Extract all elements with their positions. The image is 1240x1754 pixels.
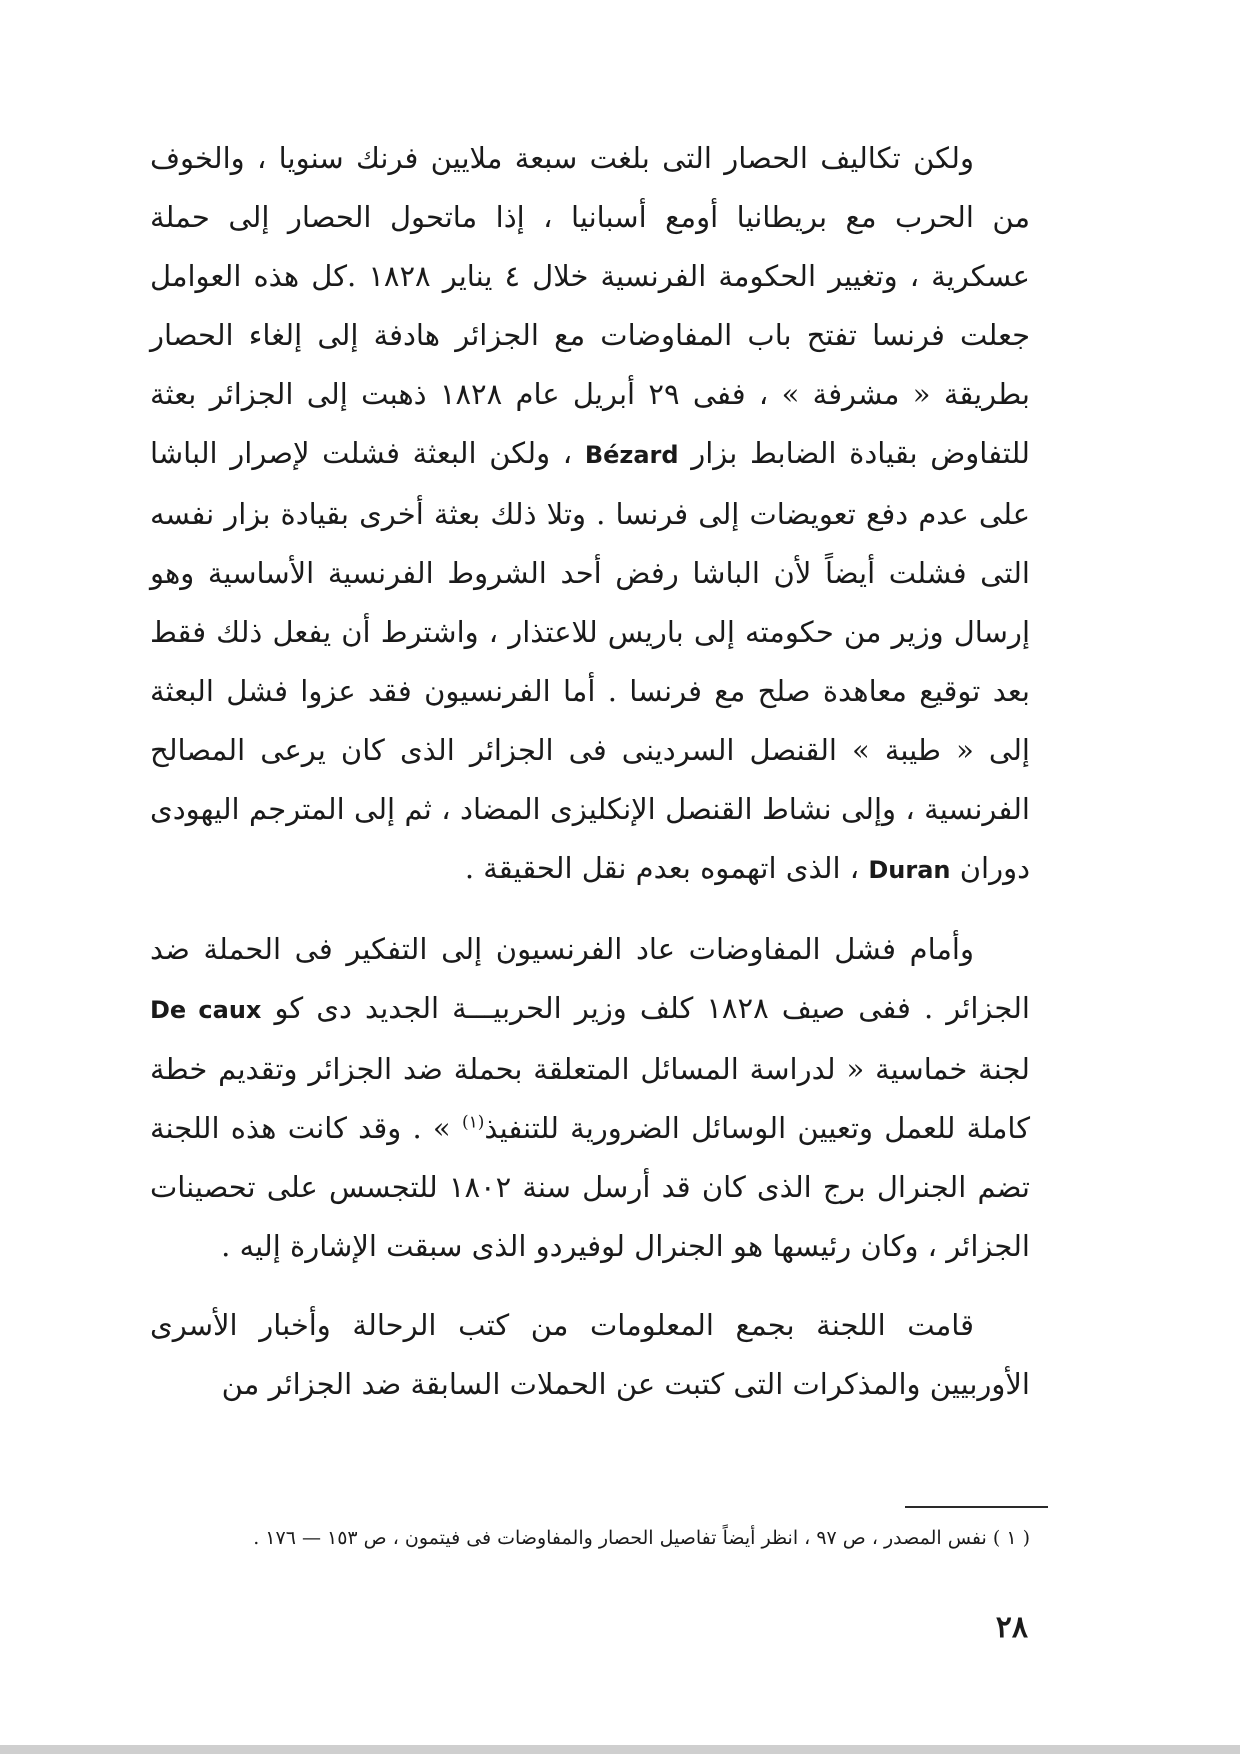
- latin-name-de-caux: De caux: [150, 996, 262, 1024]
- footnote-reference: (١): [461, 1112, 485, 1133]
- paragraph-2-text-2: لجنة خماسية « لدراسة المسائل المتعلقة بحملة ضد الجزائر وتقديم خطة كاملة للعمل وتعيين الوسائل الضرورية للتنفيذ: [150, 1052, 1030, 1145]
- paragraph-2-text-1: وأمام فشل المفاوضات عاد الفرنسيون إلى التفكير فى الحملة ضد الجزائر . ففى صيف ١٨٢٨ كلف وزير الحربيـــة الجديد دى كو: [150, 932, 1030, 1025]
- paragraph-2: [150, 920, 1030, 1276]
- latin-name-duran: Duran: [868, 856, 951, 884]
- paragraph-3-text-1: قامت اللجنة بجمع المعلومات من كتب الرحالة وأخبار الأسرى الأوربيين والمذكرات التى كتبت عن الحملات السابقة ضد الجزائر من: [150, 1308, 1030, 1401]
- paragraph-1: [150, 129, 1030, 900]
- footnote-divider: [905, 1506, 1048, 1508]
- footnote: ( ١ ) نفس المصدر ، ص ٩٧ ، انظر أيضاً تفاصيل الحصار والمفاوضات فى فيتمون ، ص ١٥٣ — ١٧٦ .: [253, 1527, 1030, 1549]
- page-number: ٢٨: [995, 1610, 1028, 1645]
- latin-name-bezard: Bézard: [584, 441, 679, 469]
- paragraph-3: [150, 1296, 1030, 1414]
- page-bottom-border: [0, 1745, 1240, 1754]
- paragraph-2-text-3: » . وقد كانت هذه اللجنة تضم الجنرال برج الذى كان قد أرسل سنة ١٨٠٢ للتجسس على تحصينات الجزائر ، وكان رئيسها هو الجنرال لوفيردو الذى سبقت الإشارة إليه .: [150, 1111, 1030, 1263]
- body-text: [150, 129, 1030, 1414]
- paragraph-1-text-3: ، الذى اتهموه بعدم نقل الحقيقة .: [464, 851, 869, 885]
- paragraph-1-text-1: ولكن تكاليف الحصار التى بلغت سبعة ملايين فرنك سنويا ، والخوف من الحرب مع بريطانيا أومع أسبانيا ، إذا ماتحول الحصار إلى حملة عسكرية ، وتغيير الحكومة الفرنسية خلال ٤ يناير ١٨٢٨ .كل هذه العوامل جعلت فرنسا تفتح باب المفاوضات مع الجزائر هادفة إلى إلغاء الحصار بطريقة « مشرفة » ، ففى ٢٩ أبريل عام ١٨٢٨ ذهبت إلى الجزائر بعثة للتفاوض بقيادة الضابط بزار: [150, 141, 1030, 470]
- paragraph-1-text-2: ، ولكن البعثة فشلت لإصرار الباشا على عدم دفع تعويضات إلى فرنسا . وتلا ذلك بعثة أخرى بقيادة بزار نفسه التى فشلت أيضاً لأن الباشا رفض أحد الشروط الفرنسية الأساسية وهو إرسال وزير من حكومته إلى باريس للاعتذار ، واشترط أن يفعل ذلك فقط بعد توقيع معاهدة صلح مع فرنسا . أما الفرنسيون فقد عزوا فشل البعثة إلى « طيبة » القنصل السردينى فى الجزائر الذى كان يرعى المصالح الفرنسية ، وإلى نشاط القنصل الإنكليزى المضاد ، ثم إلى المترجم اليهودى دوران: [150, 436, 1030, 885]
